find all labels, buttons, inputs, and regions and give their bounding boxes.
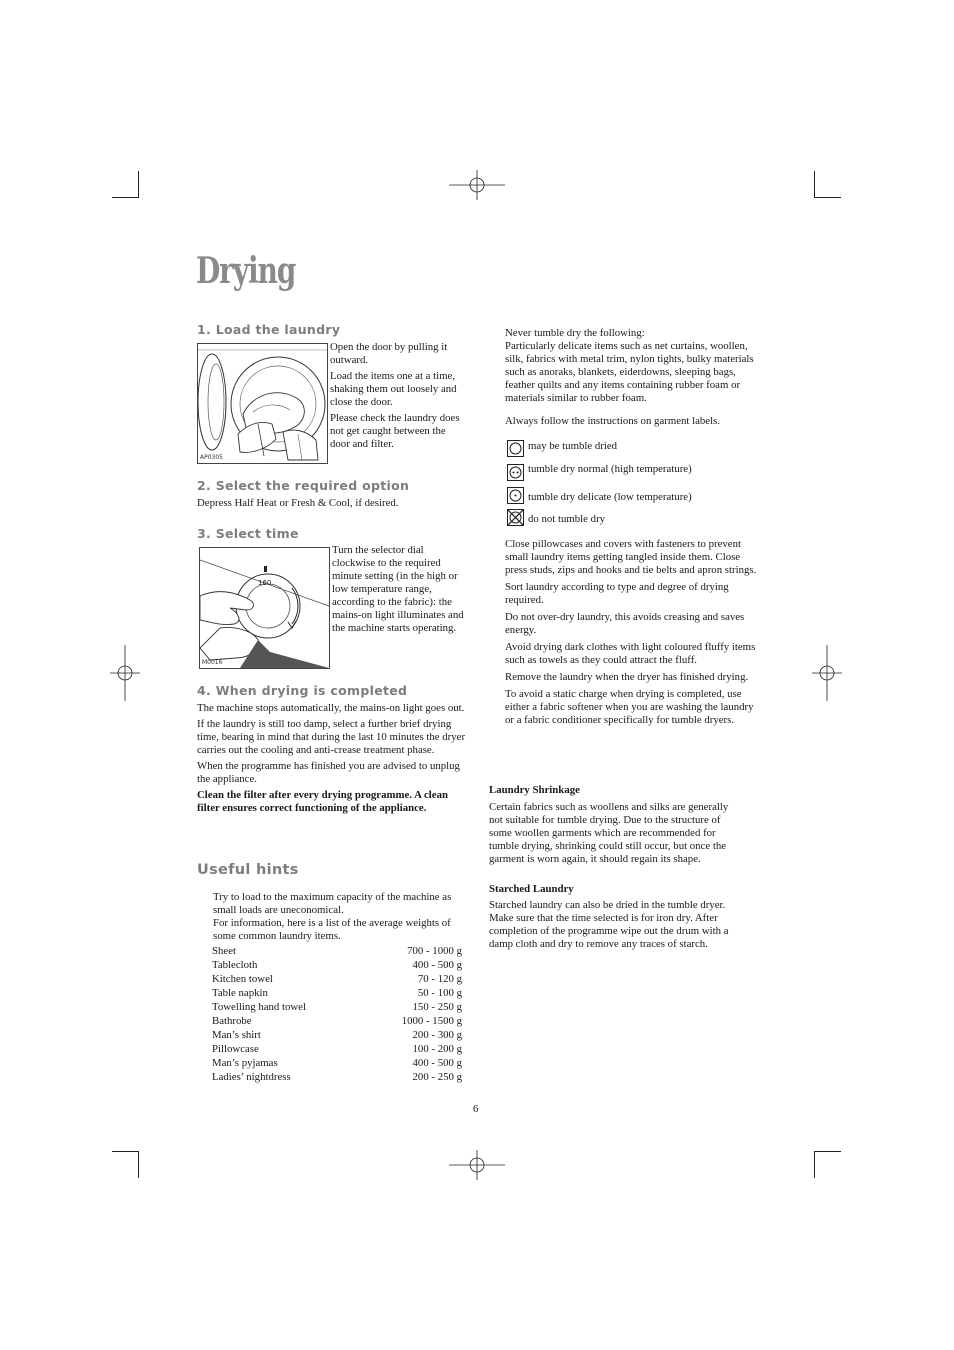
weight-value: 70 - 120 g [417, 973, 462, 985]
step3-text: Turn the selector dial clockwise to the required minute setting (in the high or low temperature range, according to the fabric): the mains-on light illuminates and the machine starts operating. [332, 544, 464, 634]
registration-mark-top [449, 170, 505, 200]
weight-item: Towelling hand towel [212, 1001, 306, 1013]
shrinkage-text: Certain fabrics such as woollens and silks are generally not suitable for tumble drying. Due to the structure of some woollen garments which are recommended for tumble drying, shrinking could still occur, but once the garment is worn again, it should regain its shape. [489, 801, 729, 865]
weight-row [212, 1042, 462, 1056]
weights-table [212, 944, 462, 1084]
weight-value: 200 - 250 g [412, 1071, 462, 1083]
load-laundry-illustration [197, 343, 328, 464]
page-title: Drying [196, 250, 296, 292]
weight-item: Ladies’ nightdress [212, 1071, 291, 1083]
weight-row [212, 1000, 462, 1014]
weight-row [212, 1056, 462, 1070]
useful-hints-intro-line2: For information, here is a list of the average weights of some common laundry items. [213, 917, 451, 942]
tip-paragraph: Close pillowcases and covers with fasteners to prevent small laundry items getting tangled inside them. Close press studs, zips and hooks and tie belts and apron strings. [505, 538, 757, 576]
weight-item: Table napkin [212, 987, 268, 999]
useful-hints-intro [213, 891, 466, 943]
weight-row [212, 986, 462, 1000]
weight-value: 200 - 300 g [412, 1029, 462, 1041]
weight-value: 100 - 200 g [412, 1043, 462, 1055]
weight-row [212, 1028, 462, 1042]
never-tumble-dry-heading: Never tumble dry the following: [505, 327, 645, 339]
weight-item: Bathrobe [212, 1015, 252, 1027]
tip-paragraph: To avoid a static charge when drying is completed, use either a fabric softener when you are washing the laundry or a fabric conditioner specifically for tumble dryers. [505, 688, 754, 726]
symbol-label: do not tumble dry [528, 513, 606, 525]
weight-item: Pillowcase [212, 1043, 259, 1055]
tip-paragraph: Remove the laundry when the dryer has finished drying. [505, 671, 749, 683]
tip-paragraph: Sort laundry according to type and degree of drying required. [505, 581, 729, 606]
registration-mark-right [812, 645, 842, 701]
step4-paragraph: If the laundry is still too damp, select a further brief drying time, bearing in mind that during the last 10 minutes the dryer carries out the cooling and anti-crease treatment phase. [197, 718, 466, 756]
dial-label: 160 [258, 579, 272, 587]
symbol-label: tumble dry normal (high temperature) [528, 463, 692, 475]
step4-heading: 4. When drying is completed [197, 683, 408, 698]
tumble-dry-low-icon [507, 487, 524, 504]
weight-item: Man’s shirt [212, 1029, 261, 1041]
never-tumble-dry-text: Particularly delicate items such as net curtains, woollen, silk, fabrics with metal trim, nylon tights, bulky materials such as anoraks, blankets, eiderdowns, sleeping bags, feather quilts and any items containing rubber foam or materials similar to rubber foam. [505, 340, 754, 404]
weight-value: 150 - 250 g [412, 1001, 462, 1013]
step3-heading: 3. Select time [197, 526, 299, 541]
weight-item: Sheet [212, 945, 236, 957]
weight-row [212, 1070, 462, 1084]
drying-tips [505, 538, 760, 731]
starched-heading: Starched Laundry [489, 883, 574, 895]
starched-text: Starched laundry can also be dried in the tumble dryer. Make sure that the time selected is for iron dry. After completion of the programme wipe out the drum with a damp cloth and dry to remove any traces of starch. [489, 899, 729, 950]
selector-dial-illustration [199, 547, 330, 669]
weight-value: 1000 - 1500 g [401, 1015, 462, 1027]
door-laundry-drawing [198, 344, 327, 463]
symbol-label: tumble dry delicate (low temperature) [528, 491, 692, 503]
weight-row [212, 1014, 462, 1028]
step1-paragraph: Please check the laundry does not get caught between the door and filter. [330, 412, 460, 450]
step4-bold-note: Clean the filter after every drying programme. A clean filter ensures correct functioning of the appliance. [197, 789, 448, 814]
tip-paragraph: Do not over-dry laundry, this avoids creasing and saves energy. [505, 611, 745, 636]
step4-paragraph: The machine stops automatically, the mains-on light goes out. [197, 702, 465, 714]
useful-hints-intro-line1: Try to load to the maximum capacity of the machine as small loads are uneconomical. [213, 891, 452, 916]
step1-paragraph: Load the items one at a time, shaking them out loosely and close the door. [330, 370, 457, 408]
useful-hints-heading: Useful hints [197, 862, 299, 878]
step4-paragraph: When the programme has finished you are advised to unplug the appliance. [197, 760, 460, 785]
weight-row [212, 944, 462, 958]
step4-text [197, 702, 467, 818]
step1-paragraph: Open the door by pulling it outward. [330, 341, 448, 366]
do-not-tumble-dry-icon [507, 509, 524, 526]
weight-value: 400 - 500 g [412, 1057, 462, 1069]
tumble-dry-allowed-icon [507, 440, 524, 457]
weight-value: 50 - 100 g [417, 987, 462, 999]
shrinkage-heading: Laundry Shrinkage [489, 784, 580, 796]
step2-text: Depress Half Heat or Fresh & Cool, if desired. [197, 497, 399, 509]
figure-code: M0016 [202, 659, 223, 666]
weight-value: 400 - 500 g [412, 959, 462, 971]
page-number: 6 [473, 1103, 479, 1115]
step1-heading: 1. Load the laundry [197, 322, 341, 337]
symbol-label: may be tumble dried [528, 440, 618, 452]
weight-row [212, 972, 462, 986]
garment-labels-text: Always follow the instructions on garment labels. [505, 415, 720, 427]
figure-code: AP0305 [200, 454, 223, 461]
registration-mark-left [110, 645, 140, 701]
weight-value: 700 - 1000 g [407, 945, 462, 957]
tumble-dry-high-icon [507, 464, 524, 481]
step1-text [330, 341, 465, 454]
weight-item: Tablecloth [212, 959, 258, 971]
dial-drawing [200, 548, 329, 668]
registration-mark-bottom [449, 1150, 505, 1180]
never-tumble-dry-section [505, 327, 760, 405]
weight-row [212, 958, 462, 972]
weight-item: Man’s pyjamas [212, 1057, 278, 1069]
step2-heading: 2. Select the required option [197, 478, 410, 493]
tip-paragraph: Avoid drying dark clothes with light coloured fluffy items such as towels as they could attract the fluff. [505, 641, 756, 666]
weight-item: Kitchen towel [212, 973, 273, 985]
